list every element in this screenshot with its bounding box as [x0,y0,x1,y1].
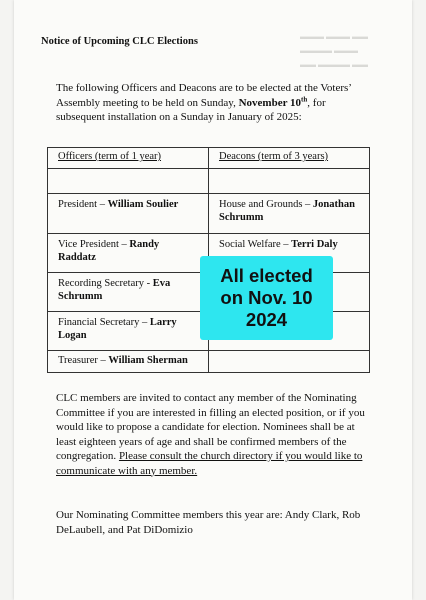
intro-text-after-date: , for subsequent installation on a Sunday in January of 2025: [56,96,326,123]
deacon-cell: House and Grounds – Jonathan Schrumm [209,194,370,234]
intro-date: November 10th [238,94,308,109]
sticker-line-3: 2024 [245,309,288,330]
intro-text-before-date: The following Officers and Deacons are to be elected at the Voters’ Assembly meeting to be held on Sunday, [56,82,352,109]
officer-cell: Financial Secretary – Larry Logan [48,312,209,351]
officer-cell: Treasurer – William Sherman [48,351,209,373]
sticker-line-2: on Nov. 10 [220,287,313,308]
officer-cell: President – William Soulier [48,194,209,234]
table-header-row [48,148,370,169]
sticker-line-1: All elected [220,265,313,286]
officer-cell: Vice President – Randy Raddatz [48,234,209,273]
deacon-cell: Social Welfare – Terri Daly [209,234,370,273]
intro-paragraph [56,81,366,125]
deacon-cell [209,351,370,373]
officer-cell: Recording Secretary - Eva Schrumm [48,273,209,312]
table-row [48,351,370,373]
elected-sticker [200,256,333,340]
notice-title: Notice of Upcoming CLC Elections [41,36,198,47]
nomination-paragraph [56,391,371,478]
officers-header: Officers (term of 1 year) [48,148,209,169]
table-blank-row [48,169,370,194]
table-row [48,194,370,234]
directory-note: Please consult the church directory if you would like to communicate with any member. [56,450,363,477]
bleed-through-text: ▬▬▬ ▬▬▬ ▬▬ ▬▬▬▬ ▬▬▬ ▬▬ ▬▬▬▬ ▬▬ [300,32,368,69]
committee-members: Our Nominating Committee members this year are: Andy Clark, Rob DeLaubell, and Pat DiDomizio [56,509,361,536]
nomination-text: CLC members are invited to contact any member of the Nominating Committee if you are interested in filling an elected position, or if you would like to propose a candidate for election. Nominees shall be at least eighteen years of age and shall be confirmed members of the congregation. [56,392,365,462]
deacons-header: Deacons (term of 3 years) [209,148,370,169]
